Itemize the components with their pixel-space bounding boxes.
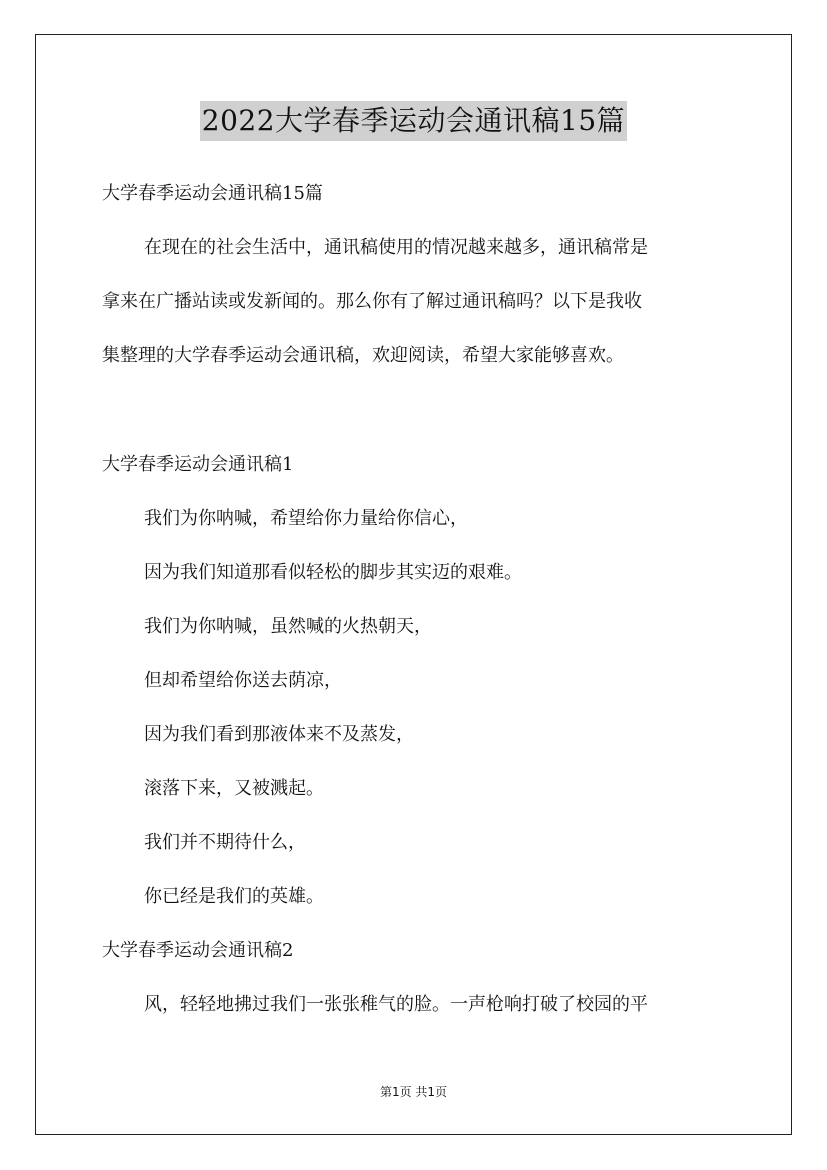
title-container — [0, 101, 827, 141]
section-1-line: 我们并不期待什么， — [144, 832, 306, 853]
section-1-line: 你已经是我们的英雄。 — [144, 886, 324, 907]
section-1-line: 但却希望给你送去荫凉， — [144, 670, 342, 691]
intro-line-1: 在现在的社会生活中，通讯稿使用的情况越来越多，通讯稿常是 — [144, 237, 648, 258]
document-title: 2022大学春季运动会通讯稿15篇 — [200, 101, 627, 141]
intro-line-2: 拿来在广播站读或发新闻的。那么你有了解过通讯稿吗？以下是我收 — [102, 291, 642, 312]
section-1-heading: 大学春季运动会通讯稿1 — [102, 454, 294, 475]
intro-line-3: 集整理的大学春季运动会通讯稿，欢迎阅读，希望大家能够喜欢。 — [102, 345, 624, 366]
section-1-line: 因为我们看到那液体来不及蒸发， — [144, 724, 414, 745]
section-1-line: 我们为你呐喊，希望给你力量给你信心， — [144, 508, 468, 529]
section-1-line: 我们为你呐喊，虽然喊的火热朝天， — [144, 616, 432, 637]
page-footer — [0, 1084, 827, 1100]
document-subtitle: 大学春季运动会通讯稿15篇 — [102, 183, 323, 204]
page-number: 第1页 共1页 — [379, 1085, 448, 1099]
section-2-heading: 大学春季运动会通讯稿2 — [102, 940, 294, 961]
section-2-line: 风，轻轻地拂过我们一张张稚气的脸。一声枪响打破了校园的平 — [144, 994, 648, 1015]
section-1-line: 滚落下来，又被溅起。 — [144, 778, 324, 799]
section-1-line: 因为我们知道那看似轻松的脚步其实迈的艰难。 — [144, 562, 522, 583]
